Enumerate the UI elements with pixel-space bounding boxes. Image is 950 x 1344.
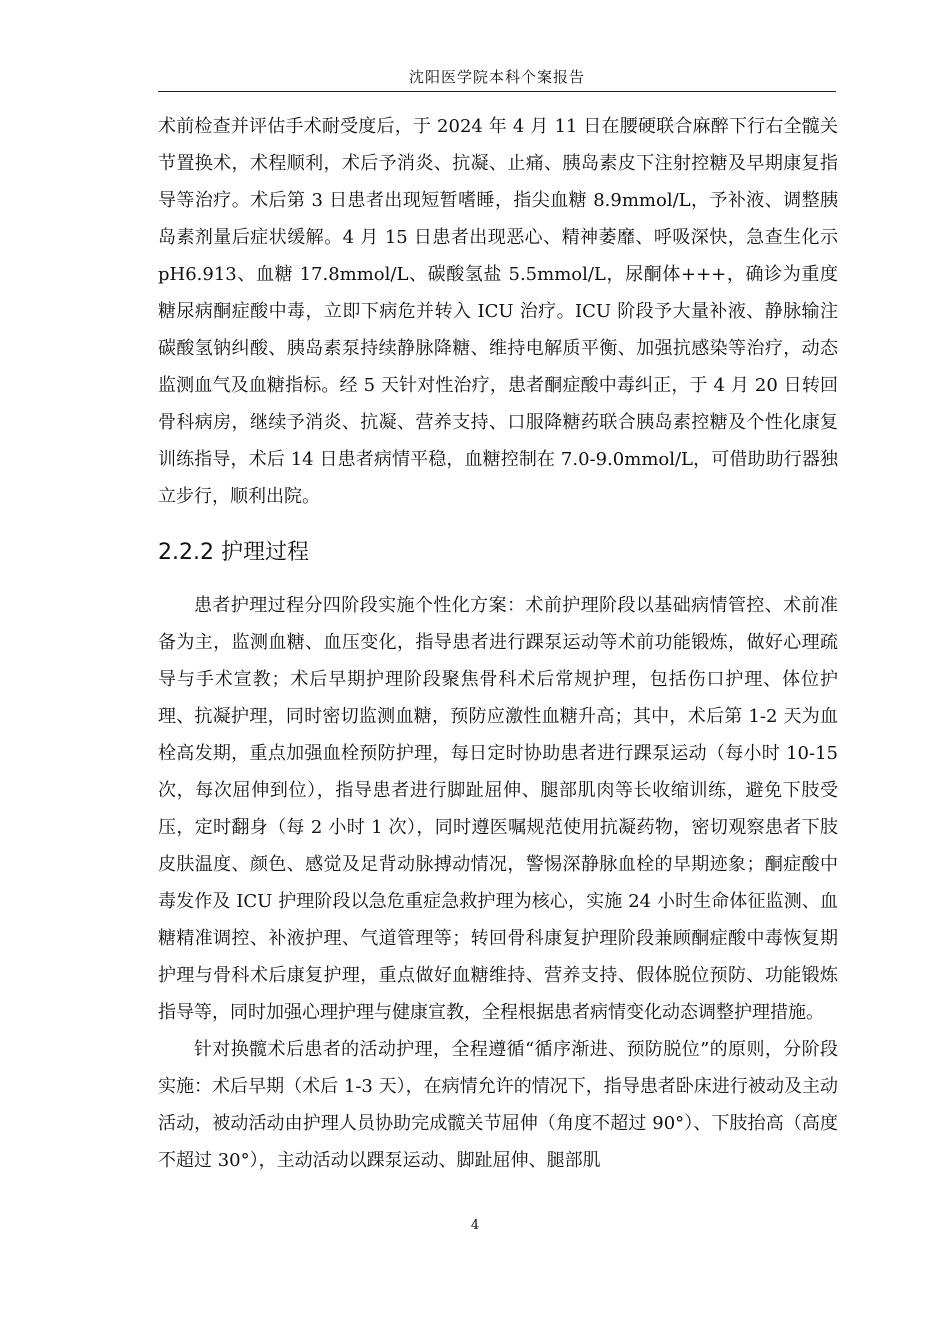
paragraph-activity-nursing: 针对换髋术后患者的活动护理，全程遵循“循序渐进、预防脱位”的原则，分阶段实施：术后早期（术后 1-3 天），在病情允许的情况下，指导患者卧床进行被动及主动活动，被动活动由护理人员协助完成髋关节屈伸（角度不超过 90°）、下肢抬高（高度不超过 30°），主动活动以踝泵运动、脚趾屈伸、腿部肌: [158, 1039, 838, 1171]
paragraph-nursing-stages: 患者护理过程分四阶段实施个性化方案：术前护理阶段以基础病情管控、术前准备为主，监测血糖、血压变化，指导患者进行踝泵运动等术前功能锻炼，做好心理疏导与手术宣教；术后早期护理阶段聚焦骨科术后常规护理，包括伤口护理、体位护理、抗凝护理，同时密切监测血糖，预防应激性血糖升高；其中，术后第 1-2 天为血栓高发期，重点加强血栓预防护理，每日定时协助患者进行踝泵运动（每小时 10-15 次，每次屈伸到位），指导患者进行脚趾屈伸、腿部肌肉等长收缩训练，避免下肢受压，定时翻身（每 2 小时 1 次），同时遵医嘱规范使用抗凝药物，密切观察患者下肢皮肤温度、颜色、感觉及足背动脉搏动情况，警惕深静脉血栓的早期迹象；酮症酸中毒发作及 ICU 护理阶段以急危重症急救护理为核心，实施 24 小时生命体征监测、血糖精准调控、补液护理、气道管理等；转回骨科康复护理阶段兼顾酮症酸中毒恢复期护理与骨科术后康复护理，重点做好血糖维持、营养支持、假体脱位预防、功能锻炼指导等，同时加强心理护理与健康宣教，全程根据患者病情变化动态调整护理措施。: [158, 595, 838, 1023]
section-heading-nursing-process: 2.2.2 护理过程: [158, 540, 309, 565]
paragraph-surgery-course: 术前检查并评估手术耐受度后，于 2024 年 4 月 11 日在腰硬联合麻醉下行右全髋关节置换术，术程顺利，术后予消炎、抗凝、止痛、胰岛素皮下注射控糖及早期康复指导等治疗。术后第 3 日患者出现短暂嗜睡，指尖血糖 8.9mmol/L，予补液、调整胰岛素剂量后症状缓解。4 月 15 日患者出现恶心、精神萎靡、呼吸深快，急查生化示 pH6.913、血糖 17.8mmol/L、碳酸氢盐 5.5mmol/L，尿酮体+++，确诊为重度糖尿病酮症酸中毒，立即下病危并转入 ICU 治疗。ICU 阶段予大量补液、静脉输注碳酸氢钠纠酸、胰岛素泵持续静脉降糖、维持电解质平衡、加强抗感染等治疗，动态监测血气及血糖指标。经 5 天针对性治疗，患者酮症酸中毒纠正，于 4 月 20 日转回骨科病房，继续予消炎、抗凝、营养支持、口服降糖药联合胰岛素控糖及个性化康复训练指导，术后 14 日患者病情平稳，血糖控制在 7.0-9.0mmol/L，可借助助行器独立步行，顺利出院。: [158, 116, 838, 507]
header-divider: [158, 91, 836, 92]
document-body: [158, 108, 838, 1179]
page-number: 4: [470, 1218, 480, 1233]
page-header-title: 沈阳医学院本科个案报告: [408, 68, 585, 86]
